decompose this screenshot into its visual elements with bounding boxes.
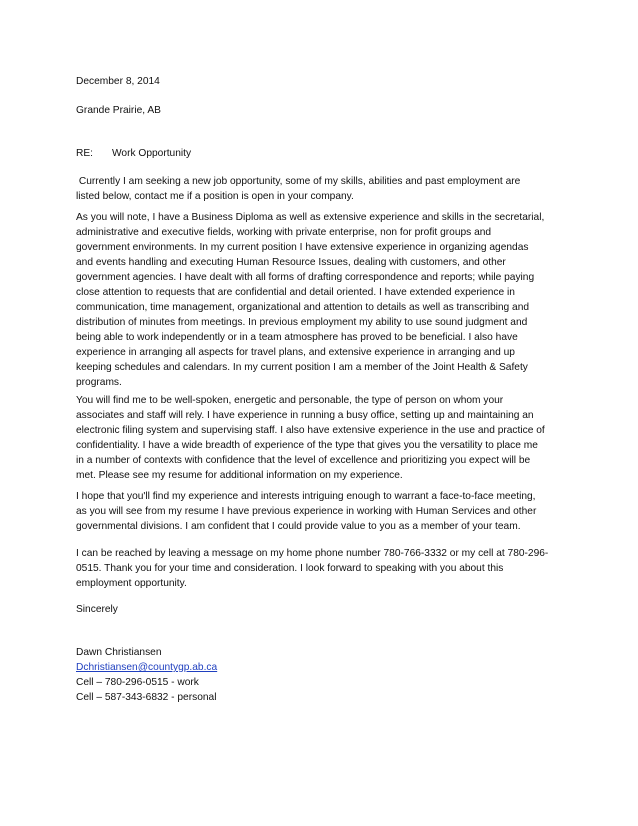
paragraph-line: programs. bbox=[76, 377, 122, 388]
paragraph-line: Currently I am seeking a new job opportunity, some of my skills, abilities and past employment are bbox=[76, 176, 521, 187]
paragraph-line: experience in arranging all aspects for travel plans, and extensive experience in arranging and up bbox=[76, 347, 515, 358]
paragraph-5 bbox=[76, 546, 566, 591]
letter-location bbox=[76, 103, 566, 118]
email-link[interactable]: Dchristiansen@countygp.ab.ca bbox=[76, 662, 218, 673]
paragraph-line: listed below, contact me if a position is open in your company. bbox=[76, 191, 354, 202]
paragraph-line: employment opportunity. bbox=[76, 578, 187, 589]
closing-text: Sincerely bbox=[76, 604, 118, 615]
paragraph-line: I hope that you'll find my experience and interests intriguing enough to warrant a face-to-face meeting, bbox=[76, 491, 536, 502]
paragraph-line: being able to work independently or in a team atmosphere has proved to be beneficial. I also have bbox=[76, 332, 518, 343]
closing bbox=[76, 602, 566, 617]
paragraph-line: met. Please see my resume for additional information on my experience. bbox=[76, 470, 403, 481]
re-subject: Work Opportunity bbox=[112, 148, 192, 159]
location-text: Grande Prairie, AB bbox=[76, 105, 161, 116]
paragraph-line: in a number of contexts with confidence that the level of excellence and prioritizing you expect will be bbox=[76, 455, 531, 466]
paragraph-line: keeping schedules and calendars. In my current position I am a member of the Joint Health & Safety bbox=[76, 362, 528, 373]
re-label: RE: bbox=[76, 148, 93, 159]
paragraph-line: communication, time management, organizational and attention to details as well as transcribing and bbox=[76, 302, 530, 313]
paragraph-line: As you will note, I have a Business Diploma as well as extensive experience and skills in the secretarial, bbox=[76, 212, 545, 223]
paragraph-3 bbox=[76, 393, 566, 483]
paragraph-line: electronic filing system and supervising staff. I also have extensive experience in the use and practice of bbox=[76, 425, 545, 436]
letter-date bbox=[76, 74, 566, 89]
paragraph-line: You will find me to be well-spoken, energetic and personable, the type of person on whom your bbox=[76, 395, 504, 406]
paragraph-line: close attention to requests that are confidential and detail oriented. I have extended experience in bbox=[76, 287, 515, 298]
paragraph-line: 0515. Thank you for your time and consideration. I look forward to speaking with you about this bbox=[76, 563, 504, 574]
paragraph-line: government environments. In my current position I have extensive experience in organizing agendas bbox=[76, 242, 529, 253]
paragraph-2 bbox=[76, 210, 566, 390]
signature-block bbox=[76, 645, 217, 705]
paragraph-line: and events handling and executing Human Resource Issues, dealing with customers, and other bbox=[76, 257, 506, 268]
paragraph-line: governmental divisions. I am confident that I could provide value to you as a member of your team. bbox=[76, 521, 521, 532]
paragraph-line: I can be reached by leaving a message on my home phone number 780-766-3332 or my cell at 780-296- bbox=[76, 548, 549, 559]
paragraph-line: government agencies. I have dealt with all forms of drafting correspondence and reports; while paying bbox=[76, 272, 535, 283]
subject-line bbox=[76, 146, 566, 161]
paragraph-line: as you will see from my resume I have previous experience in working with Human Services and other bbox=[76, 506, 537, 517]
date-text: December 8, 2014 bbox=[76, 76, 160, 87]
paragraph-line: distribution of minutes from meetings. In previous employment my ability to use sound judgment and bbox=[76, 317, 528, 328]
paragraph-1 bbox=[76, 174, 566, 204]
paragraph-4 bbox=[76, 489, 566, 534]
cell-work: Cell – 780-296-0515 - work bbox=[76, 677, 199, 688]
paragraph-line: associates and staff will rely. I have experience in running a busy office, setting up and maintaining an bbox=[76, 410, 534, 421]
cell-personal: Cell – 587-343-6832 - personal bbox=[76, 692, 217, 703]
paragraph-line: administrative and executive fields, working with private enterprise, non for profit groups and bbox=[76, 227, 492, 238]
paragraph-line: confidentiality. I have a wide breadth of experience of the type that gives you the versatility to place me bbox=[76, 440, 538, 451]
signature-name: Dawn Christiansen bbox=[76, 647, 162, 658]
